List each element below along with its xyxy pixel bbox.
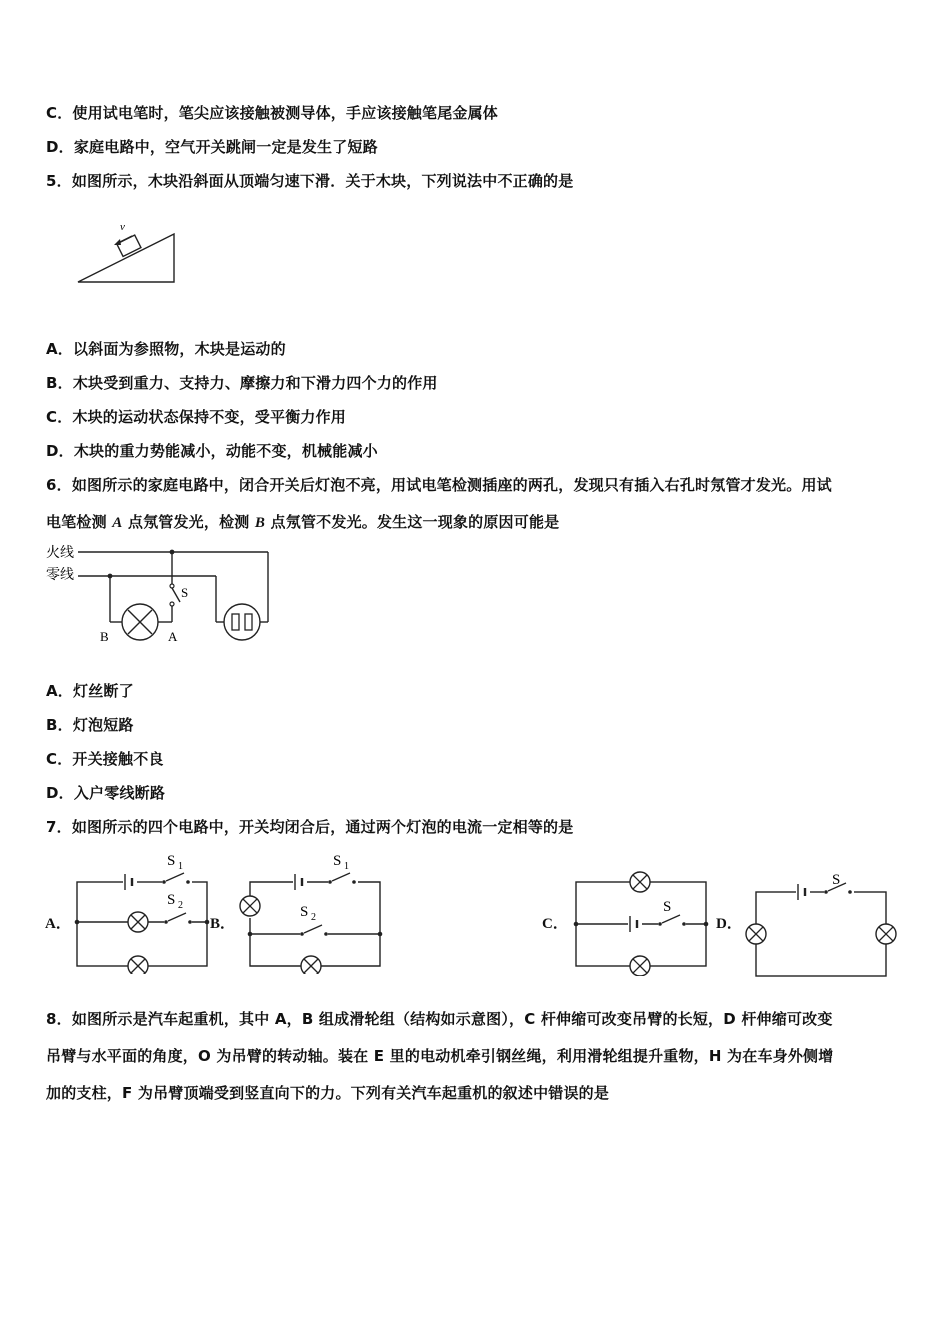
- q6-option-d: D．入户零线断路: [46, 784, 166, 802]
- socket: [224, 604, 260, 640]
- q5-option-b: B．木块受到重力、支持力、摩擦力和下滑力四个力的作用: [46, 374, 438, 392]
- q4-option-d: D．家庭电路中，空气开关跳闸一定是发生了短路: [46, 138, 378, 156]
- q6-option-c: C．开关接触不良: [46, 750, 164, 768]
- neutral-wire-label: 零线: [46, 568, 74, 583]
- circuit-b: [238, 844, 388, 974]
- q6-option-b: B．灯泡短路: [46, 716, 134, 734]
- q8-line3: 加的支柱，F 为吊臂顶端受到竖直向下的力。下列有关汽车起重机的叙述中错误的是: [46, 1084, 610, 1102]
- household-circuit-figure: [44, 540, 280, 648]
- incline-triangle: [78, 234, 174, 282]
- circuit-d: [744, 866, 902, 982]
- q8-line2: 吊臂与水平面的角度，O 为吊臂的转动轴。装在 E 里的电动机牵引钢丝绳，利用滑轮组提升重物，H 为在车身外侧增: [46, 1047, 834, 1065]
- q5-stem: 5．如图所示，木块沿斜面从顶端匀速下滑．关于木块，下列说法中不正确的是: [46, 172, 574, 190]
- q5-option-a: A．以斜面为参照物，木块是运动的: [46, 340, 286, 358]
- live-wire-label: 火线: [46, 546, 74, 561]
- svg-text:S: S: [832, 872, 841, 888]
- svg-text:S: S: [663, 899, 672, 915]
- q7-stem: 7．如图所示的四个电路中，开关均闭合后，通过两个灯泡的电流一定相等的是: [46, 818, 574, 836]
- svg-text:2: 2: [178, 900, 183, 911]
- q7-label-b: B．: [210, 916, 236, 932]
- svg-text:S: S: [167, 853, 176, 869]
- q4-option-c: C．使用试电笔时，笔尖应该接触被测导体，手应该接触笔尾金属体: [46, 104, 499, 122]
- incline-figure: [72, 216, 182, 288]
- svg-text:S: S: [167, 892, 176, 908]
- svg-text:1: 1: [178, 861, 183, 872]
- switch-s: [172, 588, 180, 602]
- velocity-arrowhead: [114, 239, 121, 245]
- q6-option-a: A．灯丝断了: [46, 682, 134, 700]
- svg-text:2: 2: [311, 912, 316, 923]
- circuit-a: [70, 844, 216, 974]
- q7-label-c: C．: [542, 916, 568, 932]
- q5-option-d: D．木块的重力势能减小，动能不变，机械能减小: [46, 442, 378, 460]
- circuit-c: [566, 864, 712, 976]
- q8-line1: 8．如图所示是汽车起重机，其中 A，B 组成滑轮组（结构如示意图），C 杆伸缩可改变吊臂的长短，D 杆伸缩可改变: [46, 1010, 833, 1028]
- point-a-label: A: [168, 629, 178, 644]
- q6-stem-line1: 6．如图所示的家庭电路中，闭合开关后灯泡不亮，用试电笔检测插座的两孔，发现只有插入右孔时氖管才发光。用试: [46, 476, 832, 494]
- q7-label-a: A．: [45, 916, 71, 932]
- svg-text:1: 1: [344, 861, 349, 872]
- svg-text:S: S: [333, 853, 342, 869]
- svg-text:S: S: [300, 904, 309, 920]
- q5-option-c: C．木块的运动状态保持不变，受平衡力作用: [46, 408, 347, 426]
- q6-stem-line2: 电笔检测 A 点氖管发光，检测 B 点氖管不发光。发生这一现象的原因可能是: [46, 513, 560, 531]
- point-b-label: B: [100, 629, 109, 644]
- switch-label: S: [181, 585, 189, 600]
- q7-label-d: D．: [716, 916, 742, 932]
- velocity-label: v: [120, 221, 125, 233]
